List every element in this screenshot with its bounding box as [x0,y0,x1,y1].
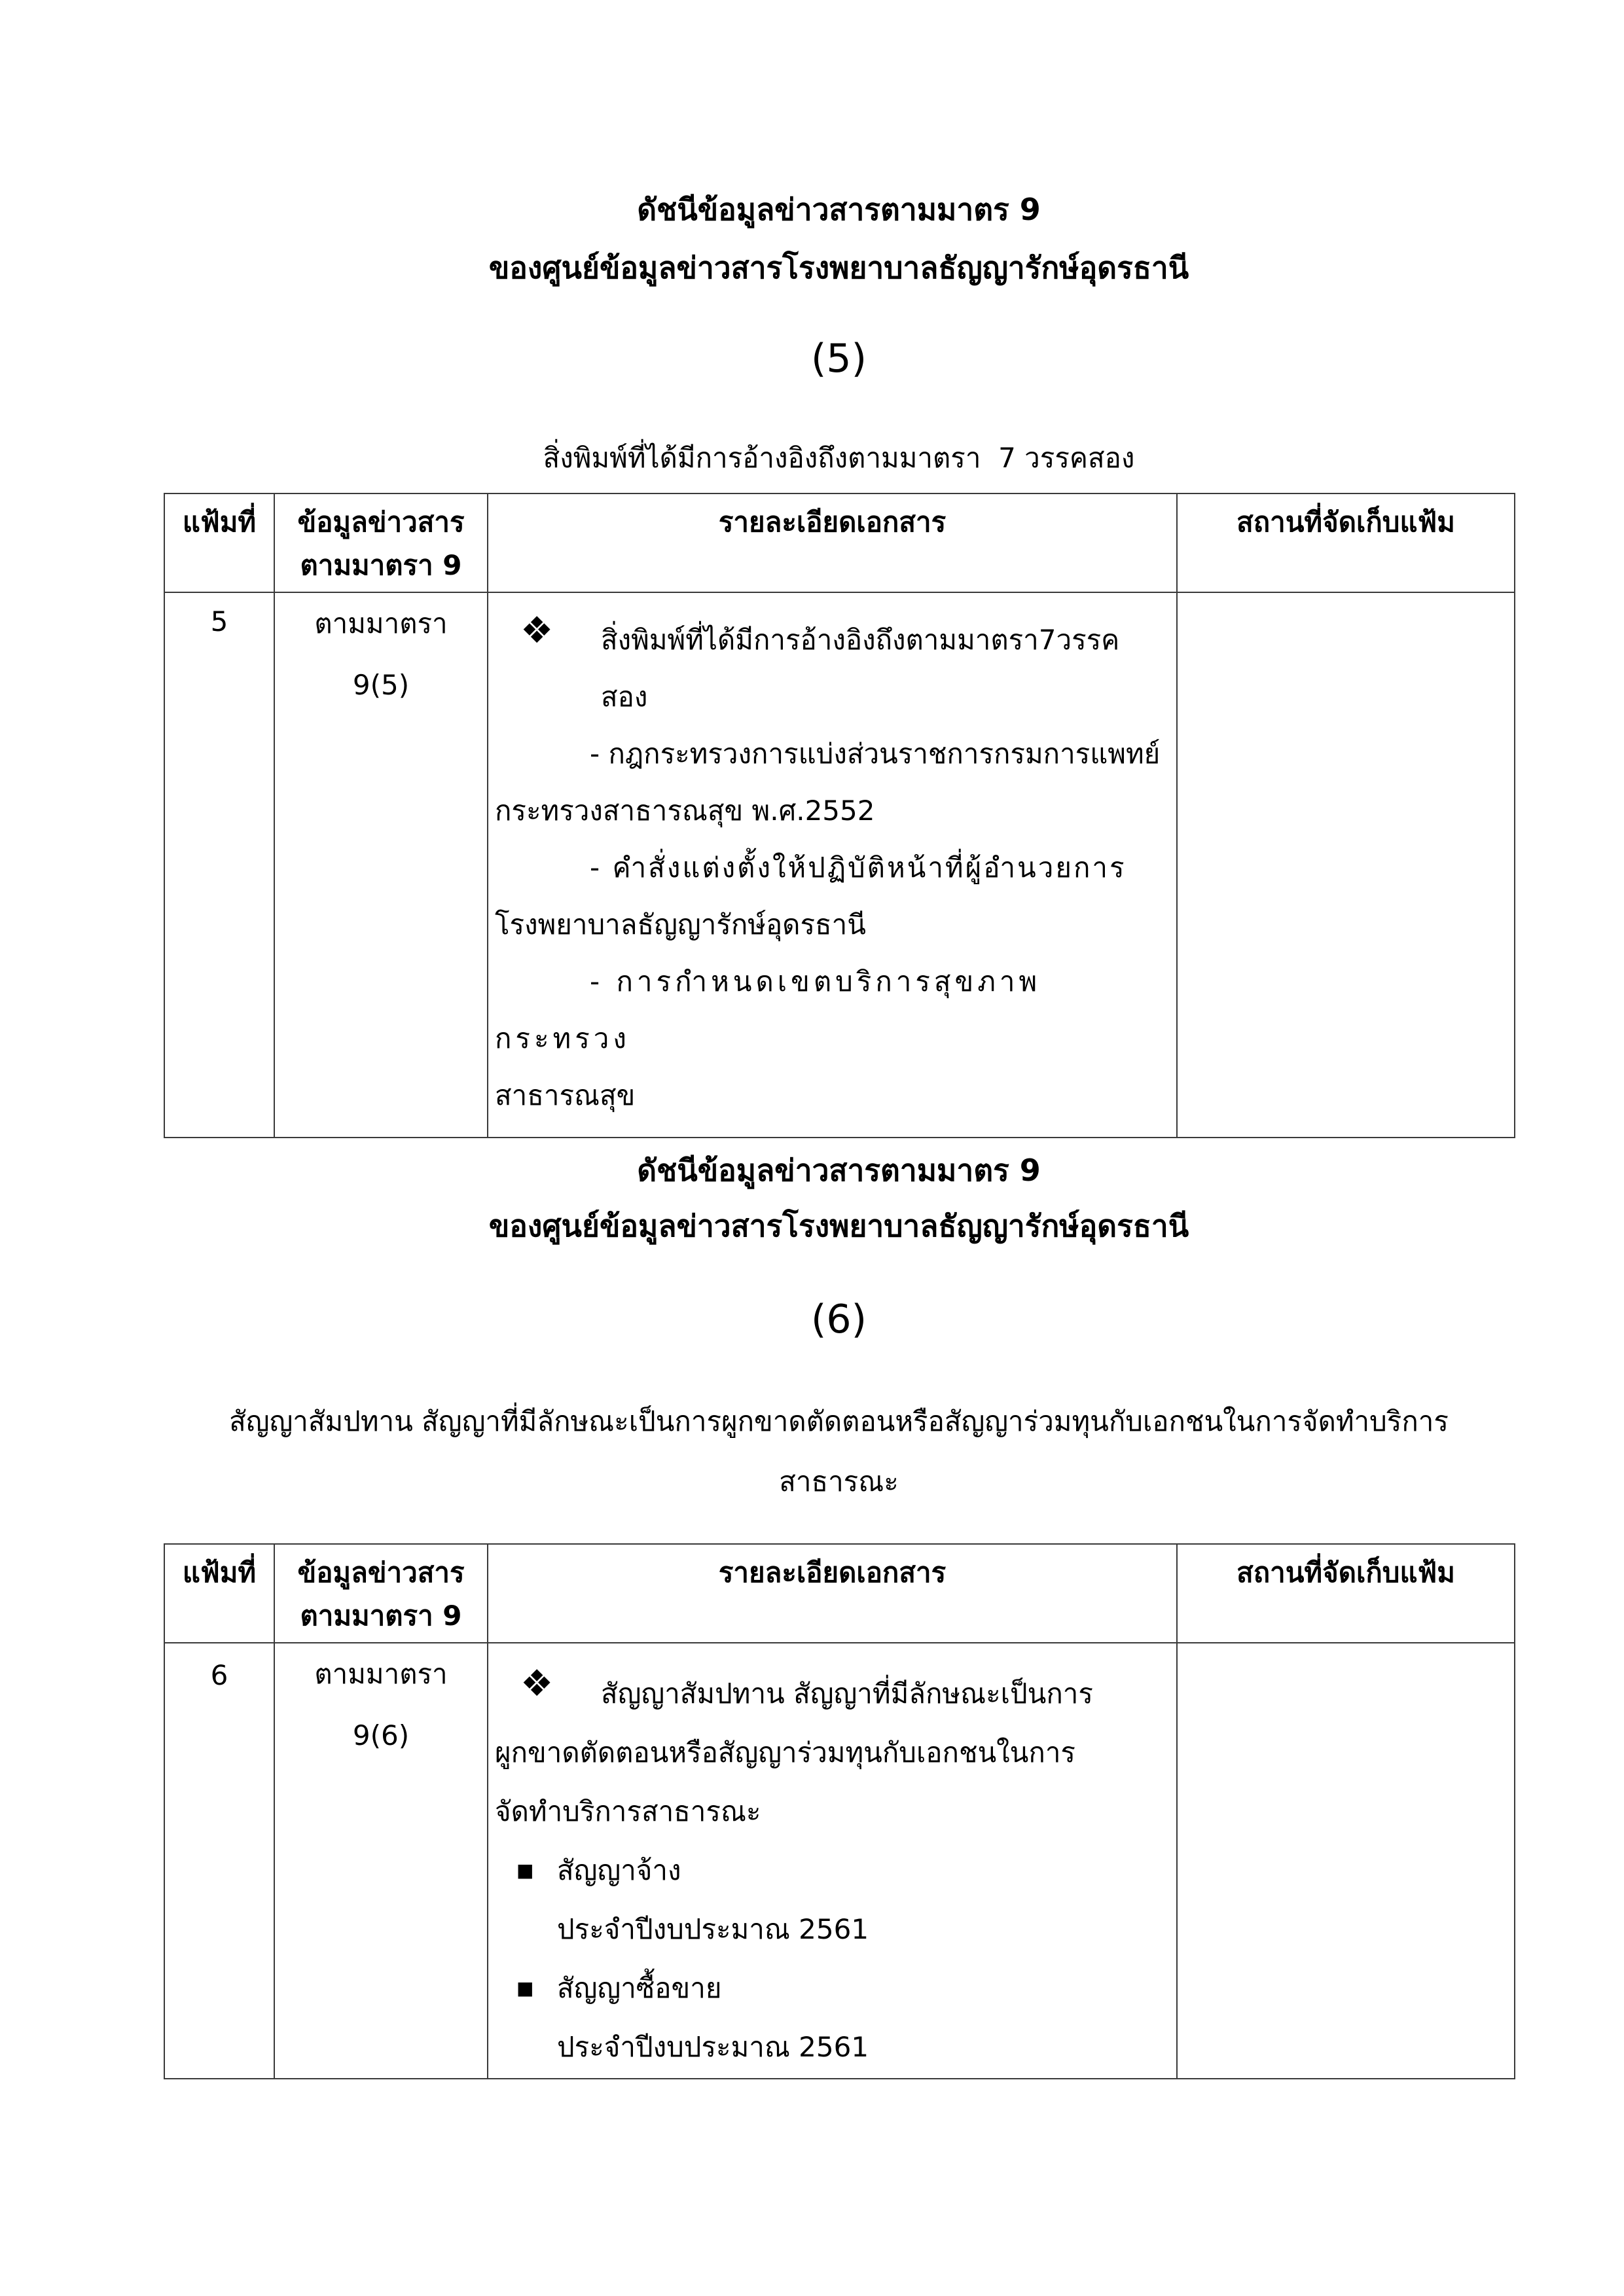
section-ref-line1: ตามมาตรา [314,1658,448,1690]
index-subtitle-organization: ของศูนย์ข้อมูลข่าวสารโรงพยาบาลธัญญารักษ์อุดรธานี [488,1208,1189,1244]
detail-item [495,953,1161,1124]
contract-item [495,1841,1161,1959]
header-storage-location [1177,493,1515,592]
header-file-no-label: แฟ้มที่ [182,506,257,538]
detail-item [495,725,1161,839]
header-info-label-line1: ข้อมูลข่าวสาร [297,1556,465,1588]
section-description: สิ่งพิมพ์ที่ได้มีการอ้างอิงถึงตามมาตรา 7 วรรคสอง [543,442,1135,474]
section-description [164,1391,1514,1512]
index-title: ดัชนีข้อมูลข่าวสารตามมาตร 9 [637,1153,1041,1188]
square-bullet-icon [516,1841,533,1900]
storage-location-value [1178,1643,1514,2078]
detail-item-first-line: - คำสั่งแต่งตั้งให้ปฏิบัติหน้าที่ผู้อำนวยการ [590,852,1127,884]
table-header-row [164,493,1515,592]
header-storage-location-label: สถานที่จัดเก็บแฟ้ม [1236,1556,1455,1588]
header-details [488,1544,1177,1643]
detail-heading-continuation: จัดทำบริการสาธารณะ [495,1795,761,1827]
index-title: ดัชนีข้อมูลข่าวสารตามมาตร 9 [637,192,1041,227]
diamond-bullet-icon [520,1655,553,1713]
detail-heading [495,611,1161,725]
header-info-label-line2: ตามมาตรา 9 [300,1600,462,1632]
index-table-section-5 [164,493,1515,1138]
header-info-label-line1: ข้อมูลข่าวสาร [297,506,465,538]
section-number: (5) [811,336,867,382]
section-description-line1: สัญญาสัมปทาน สัญญาที่มีลักษณะเป็นการผูกขาดตัดตอนหรือสัญญาร่วมทุนกับเอกชนในการจัดทำบริการ [229,1405,1449,1437]
detail-item-continuation: สาธารณสุข [495,1079,636,1111]
cell-details [488,1643,1177,2079]
section-description-line2: สาธารณะ [779,1465,899,1498]
detail-heading-text: สัญญาสัมปทาน สัญญาที่มีลักษณะเป็นการ [601,1677,1093,1710]
header-info-label-line2: ตามมาตรา 9 [300,549,462,581]
contract-item-period: ประจำปีงบประมาณ 2561 [557,2031,869,2063]
section-ref-line2: 9(6) [352,1719,410,1751]
header-info [274,493,488,592]
section-ref-line1: ตามมาตรา [314,607,448,639]
detail-item-first-line: - กฎกระทรวงการแบ่งส่วนราชการกรมการแพทย์ [590,738,1161,770]
header-details-label: รายละเอียดเอกสาร [718,1556,947,1588]
table-header-row [164,1544,1515,1643]
detail-heading-continuation: ผูกขาดตัดตอนหรือสัญญาร่วมทุนกับเอกชนในการ [495,1736,1075,1768]
header-info [274,1544,488,1643]
cell-file-no [164,1643,274,2079]
contract-item-label: สัญญาซื้อขาย [557,1972,722,2004]
cell-storage-location [1177,592,1515,1138]
header-details [488,493,1177,592]
detail-item-continuation: กระทรวงสาธารณสุข พ.ศ.2552 [495,795,875,827]
file-no-value: 5 [210,605,228,637]
header-details-label: รายละเอียดเอกสาร [718,506,947,538]
section-ref-line2: 9(5) [352,669,410,701]
contract-item-period: ประจำปีงบประมาณ 2561 [557,1913,869,1945]
square-bullet-icon [516,1959,533,2018]
header-file-no [164,493,274,592]
header-storage-location [1177,1544,1515,1643]
storage-location-value [1178,593,1514,1137]
cell-details [488,592,1177,1138]
contract-item [495,1959,1161,2077]
table-row [164,1643,1515,2079]
file-no-value: 6 [210,1659,228,1691]
cell-section-ref [274,1643,488,2079]
section-number: (6) [811,1297,867,1342]
index-table-section-6 [164,1543,1515,2079]
detail-item [495,839,1161,953]
header-storage-location-label: สถานที่จัดเก็บแฟ้ม [1236,506,1455,538]
detail-item-first-line: - การกำหนดเขตบริการสุขภาพ กระทรวง [495,965,1041,1054]
detail-heading-text: สิ่งพิมพ์ที่ได้มีการอ้างอิงถึงตามมาตรา7วรรคสอง [601,624,1120,713]
cell-storage-location [1177,1643,1515,2079]
detail-heading [495,1664,1161,1723]
header-file-no [164,1544,274,1643]
header-file-no-label: แฟ้มที่ [182,1556,257,1588]
detail-item-continuation: โรงพยาบาลธัญญารักษ์อุดรธานี [495,908,866,941]
cell-section-ref [274,592,488,1138]
table-row [164,592,1515,1138]
diamond-bullet-icon [520,602,553,660]
contract-item-label: สัญญาจ้าง [557,1854,681,1886]
cell-file-no [164,592,274,1138]
index-subtitle-organization: ของศูนย์ข้อมูลข่าวสารโรงพยาบาลธัญญารักษ์อุดรธานี [488,250,1189,285]
